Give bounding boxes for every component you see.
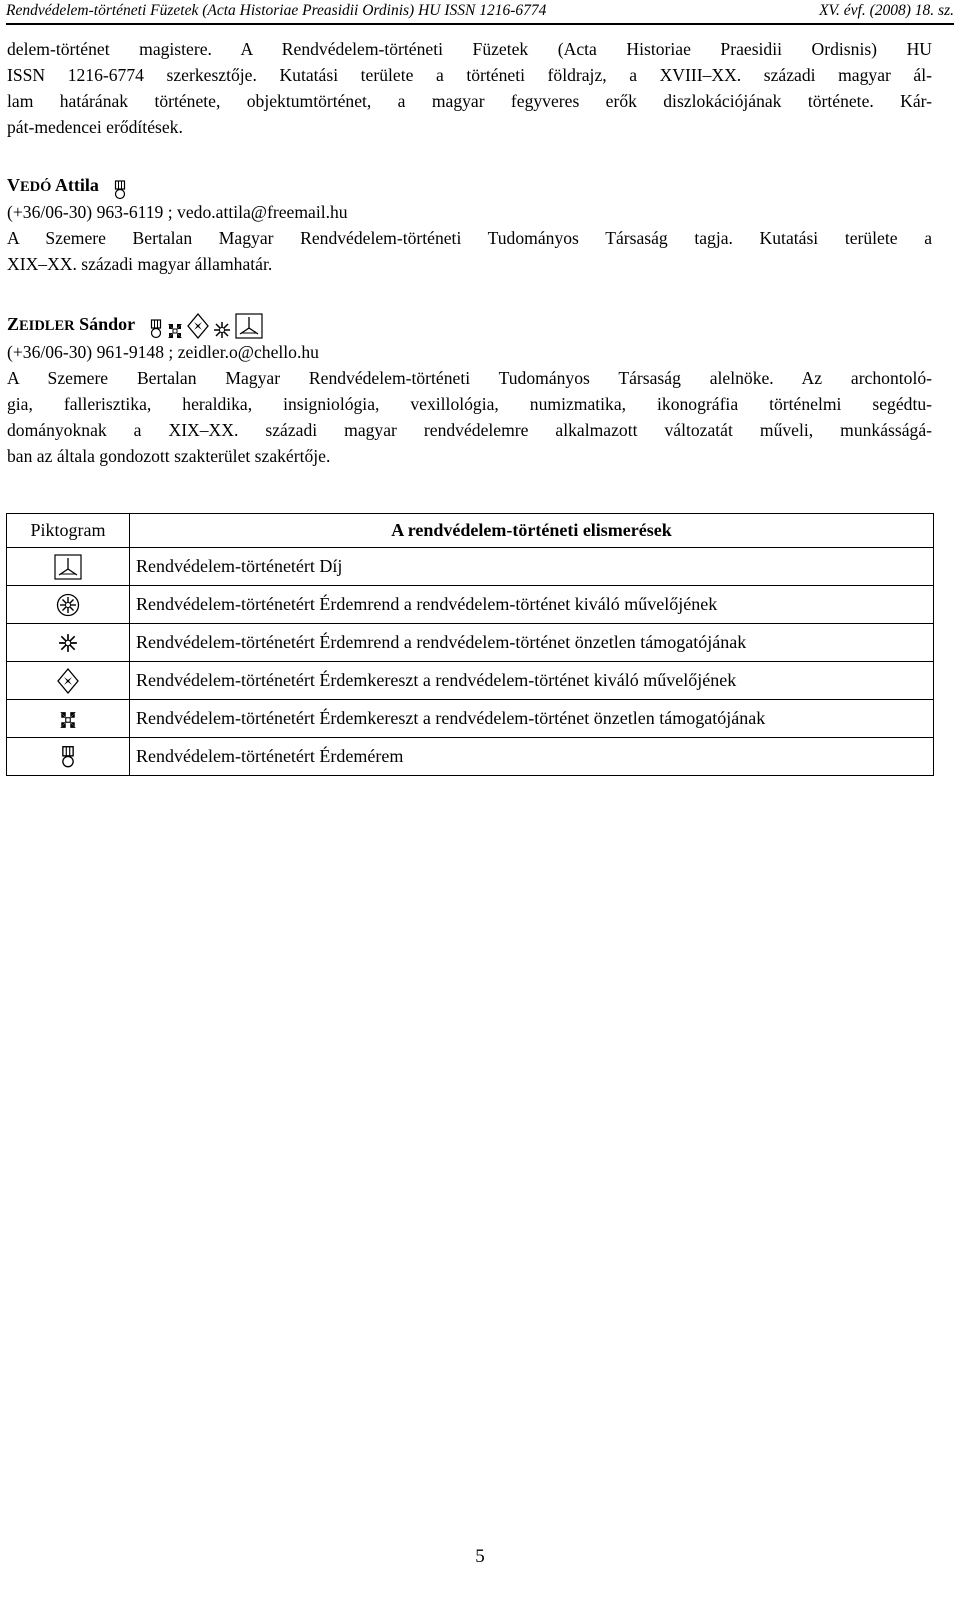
award-name: Rendvédelem-történetért Érdemkereszt a rendvédelem-történet kiváló művelőjének: [130, 662, 934, 700]
award-name: Rendvédelem-történetért Érdemérem: [130, 738, 934, 776]
table-row: [7, 738, 934, 776]
award-name: Rendvédelem-történetért Érdemkereszt a rendvédelem-történet önzetlen támogatójának: [130, 700, 934, 738]
prize-triangle-icon: [54, 554, 82, 580]
name-initial: Z: [7, 314, 20, 334]
header-issue: XV. évf. (2008) 18. sz.: [819, 2, 954, 19]
diamond-cross-icon: [187, 313, 209, 339]
pictogram-cell: [7, 662, 130, 700]
star-order-icon: [58, 633, 78, 653]
cross-icon: [59, 711, 77, 729]
award-name: Rendvédelem-történetért Díj: [130, 548, 934, 586]
medal-icon: [149, 319, 163, 339]
award-name: Rendvédelem-történetért Érdemrend a rendvédelem-történet önzetlen támogatójának: [130, 624, 934, 662]
running-header: [6, 0, 954, 22]
table-row: [7, 548, 934, 586]
author-name: [7, 172, 127, 200]
circle-star-order-icon: [56, 593, 80, 617]
page-number: 5: [475, 1546, 485, 1567]
award-name: Rendvédelem-történetért Érdemrend a rendvédelem-történet kiváló művelőjének: [130, 586, 934, 624]
text-line: ban az általa gondozott szakterület szakértője.: [7, 446, 331, 466]
bio-paragraph: [7, 225, 932, 277]
pictogram-cell: [7, 586, 130, 624]
medal-icon: [113, 180, 127, 200]
text-line: ISSN 1216-6774 szerkesztője. Kutatási területe a történeti földrajz, a XVIII–XX. századi magyar ál-: [7, 65, 932, 85]
diamond-cross-icon: [57, 667, 79, 695]
column-header-pictogram: Piktogram: [7, 514, 130, 548]
name-given: Attila: [54, 175, 99, 195]
table-row: [7, 624, 934, 662]
pictogram-cell: [7, 700, 130, 738]
text-line: dományoknak a XIX–XX. századi magyar rendvédelemre alkalmazott változatát műveli, munkásságá-: [7, 420, 932, 440]
award-icons: [113, 180, 127, 200]
text-line: A Szemere Bertalan Magyar Rendvédelem-történeti Tudományos Társaság alelnöke. Az archontoló-: [7, 368, 932, 388]
name-initial: V: [7, 175, 20, 195]
column-header-awards: A rendvédelem-történeti elismerések: [130, 514, 934, 548]
author-name: [7, 311, 263, 339]
header-journal-title: Rendvédelem-történeti Füzetek (Acta Historiae Preasidii Ordinis) HU ISSN 1216-6774: [6, 2, 547, 19]
prize-triangle-icon: [235, 313, 263, 339]
header-rule: [6, 23, 954, 25]
name-given: Sándor: [79, 314, 135, 334]
contact-line: (+36/06-30) 963-6119 ; vedo.attila@freemail.hu: [7, 202, 348, 222]
awards-table: [6, 513, 934, 776]
pictogram-cell: [7, 548, 130, 586]
contact-line: (+36/06-30) 961-9148 ; zeidler.o@chello.hu: [7, 342, 319, 362]
pictogram-cell: [7, 738, 130, 776]
intro-paragraph: [7, 36, 932, 140]
pictogram-cell: [7, 624, 130, 662]
text-line: gia, fallerisztika, heraldika, insigniológia, vexillológia, numizmatika, ikonográfia történelmi segédtu-: [7, 394, 932, 414]
cross-icon: [167, 323, 183, 339]
table-header-row: [7, 514, 934, 548]
text-line: lam határának története, objektumtörténet, a magyar fegyveres erők diszlokációjának története. Kár-: [7, 91, 932, 111]
table-row: [7, 586, 934, 624]
medal-icon: [60, 745, 76, 769]
text-line: XIX–XX. századi magyar államhatár.: [7, 254, 273, 274]
table-row: [7, 700, 934, 738]
name-surname-rest: EDÓ: [20, 179, 52, 195]
text-line: A Szemere Bertalan Magyar Rendvédelem-történeti Tudományos Társaság tagja. Kutatási területe a: [7, 228, 932, 248]
table-row: [7, 662, 934, 700]
text-line: pát-medencei erődítések.: [7, 117, 183, 137]
bio-paragraph: [7, 365, 932, 469]
star-order-icon: [213, 321, 231, 339]
name-surname-rest: EIDLER: [19, 318, 75, 334]
award-icons: [149, 313, 263, 339]
text-line: delem-történet magistere. A Rendvédelem-történeti Füzetek (Acta Historiae Praesidii Ordisnis) HU: [7, 39, 932, 59]
